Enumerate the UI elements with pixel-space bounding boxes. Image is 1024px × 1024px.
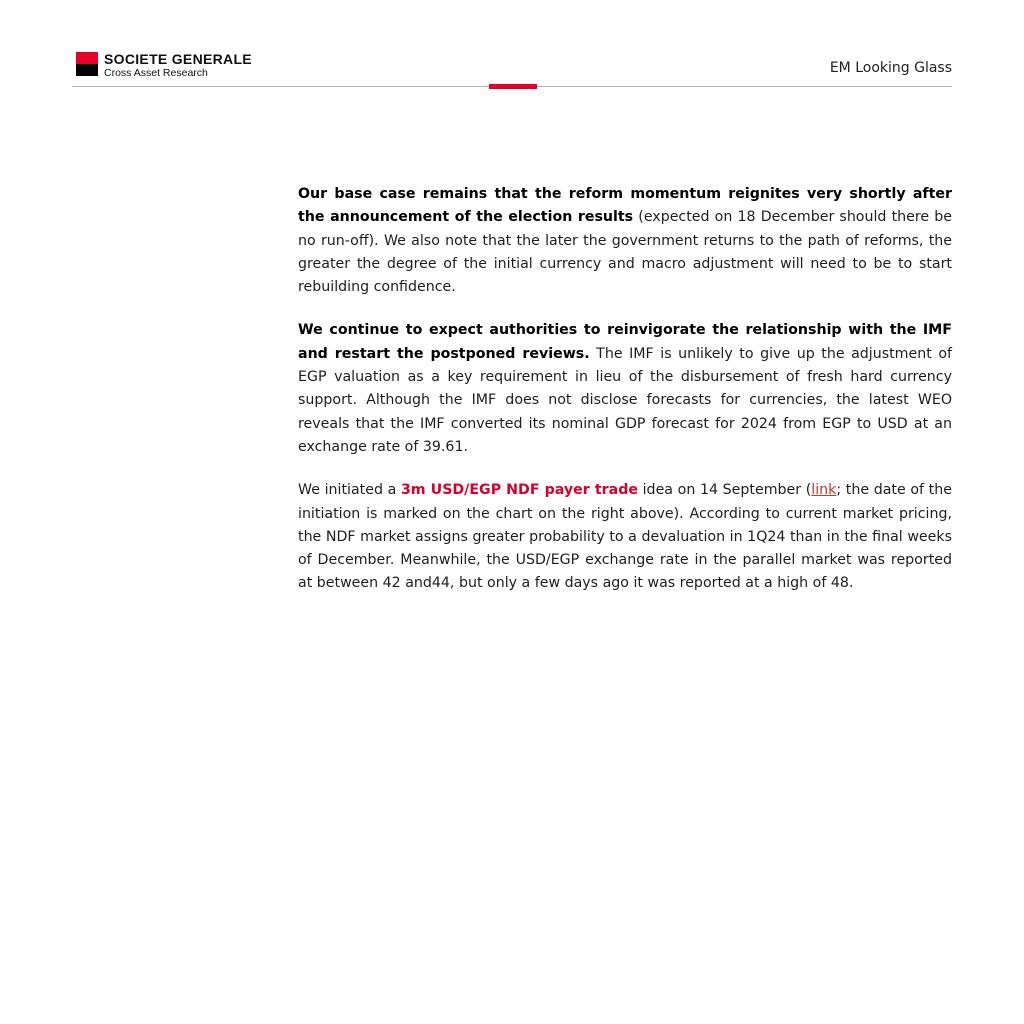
brand-square-icon — [76, 52, 98, 76]
paragraph-trade-mid: idea on 14 September ( — [637, 482, 812, 499]
publication-title: EM Looking Glass — [829, 60, 952, 76]
trade-idea-link[interactable]: link — [811, 482, 837, 499]
paragraph-trade-text: ; the date of the initiation is marked on the chart on the right above). According to current market pricing, the NDF market assigns greater probability to a devaluation in 1Q24 than in the final weeks of December. Meanwhile, the USD/EGP exchange rate in the parallel market was reported at between 42 and44, but only a few days ago it was reported at a high of 48. — [298, 482, 952, 592]
page-header — [0, 0, 1024, 92]
paragraph-trade-idea — [298, 479, 952, 595]
brand-square-red — [76, 52, 98, 64]
logo-text — [104, 52, 252, 79]
paragraph-base-case-lead: Our base case remains that the reform momentum reignites very shortly after the announcement of the election results — [298, 186, 952, 226]
societe-generale-logo — [76, 52, 252, 79]
paragraph-trade-lead: We initiated a — [298, 482, 401, 499]
brand-name: SOCIETE GENERALE — [104, 51, 252, 67]
paragraph-imf-text: The IMF is unlikely to give up the adjustment of EGP valuation as a key requirement in lieu of the disbursement of fresh hard currency support. Although the IMF does not disclose forecasts for currencies, the latest WEO reveals that the IMF converted its nominal GDP forecast for 2024 from EGP to USD at an exchange rate of 39.61. — [298, 345, 952, 455]
paragraph-imf-lead: We continue to expect authorities to reinvigorate the relationship with the IMF and restart the postponed reviews. — [298, 322, 952, 362]
header-divider-accent — [489, 84, 537, 89]
trade-idea-highlight: 3m USD/EGP NDF payer trade — [400, 482, 638, 499]
article-body — [298, 183, 952, 616]
paragraph-imf — [298, 319, 952, 459]
brand-square-black — [76, 64, 98, 76]
paragraph-base-case-text: (expected on 18 December should there be no run-off). We also note that the later the government returns to the path of reforms, the greater the degree of the initial currency and macro adjustment will need to be to start rebuilding confidence. — [298, 209, 952, 296]
paragraph-base-case — [298, 183, 952, 299]
brand-subtitle: Cross Asset Research — [104, 67, 208, 79]
